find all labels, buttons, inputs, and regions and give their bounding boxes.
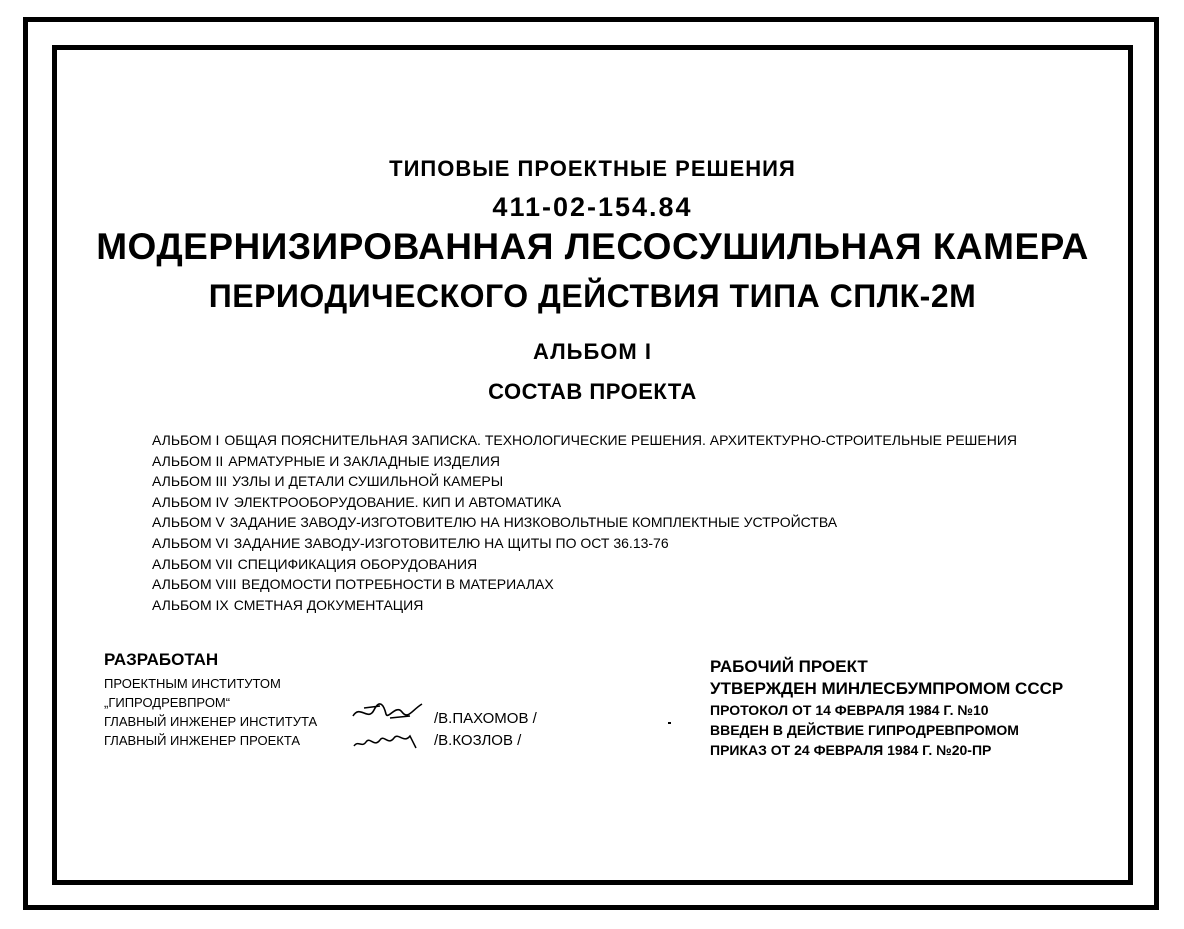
section-heading: СОСТАВ ПРОЕКТА: [488, 379, 697, 404]
signature-2-icon: [352, 726, 422, 752]
chief-engineer-institute-label: ГЛАВНЫЙ ИНЖЕНЕР ИНСТИТУТА: [104, 714, 318, 729]
approval-protocol: ПРОТОКОЛ ОТ 14 ФЕВРАЛЯ 1984 Г. №10: [710, 702, 989, 718]
album-number: АЛЬБОМ V: [152, 514, 225, 531]
developer-block: [104, 650, 317, 750]
main-title-line-1: МОДЕРНИЗИРОВАННАЯ ЛЕСОСУШИЛЬНАЯ КАМЕРА: [96, 226, 1089, 267]
album-description: ВЕДОМОСТИ ПОТРЕБНОСТИ В МАТЕРИАЛАХ: [241, 576, 554, 593]
list-item: [152, 554, 1017, 575]
chief-engineer-project-label: ГЛАВНЫЙ ИНЖЕНЕР ПРОЕКТА: [104, 733, 301, 748]
developer-institute-line: ПРОЕКТНЫМ ИНСТИТУТОМ: [104, 676, 281, 691]
list-item: [152, 471, 1017, 492]
album-number: АЛЬБОМ II: [152, 452, 224, 469]
series-title: ТИПОВЫЕ ПРОЕКТНЫЕ РЕШЕНИЯ: [389, 156, 796, 181]
chief-engineer-project-name: /В.КОЗЛОВ /: [434, 732, 522, 749]
album-heading: АЛЬБОМ I: [533, 339, 652, 364]
album-number: АЛЬБОМ VII: [152, 555, 233, 572]
list-item: [152, 533, 1017, 554]
album-description: АРМАТУРНЫЕ И ЗАКЛАДНЫЕ ИЗДЕЛИЯ: [228, 452, 501, 469]
album-description: ЗАДАНИЕ ЗАВОДУ-ИЗГОТОВИТЕЛЮ НА НИЗКОВОЛЬТНЫЕ КОМПЛЕКТНЫЕ УСТРОЙСТВА: [229, 514, 838, 531]
album-description: ОБЩАЯ ПОЯСНИТЕЛЬНАЯ ЗАПИСКА. ТЕХНОЛОГИЧЕСКИЕ РЕШЕНИЯ. АРХИТЕКТУРНО-СТРОИТЕЛЬНЫЕ РЕШЕНИЯ: [224, 432, 1017, 448]
main-title-line-2: ПЕРИОДИЧЕСКОГО ДЕЙСТВИЯ ТИПА СПЛК-2М: [208, 278, 977, 314]
album-description: ЗАДАНИЕ ЗАВОДУ-ИЗГОТОВИТЕЛЮ НА ЩИТЫ ПО ОСТ 36.13-76: [233, 534, 669, 551]
album-description: УЗЛЫ И ДЕТАЛИ СУШИЛЬНОЙ КАМЕРЫ: [232, 473, 504, 490]
album-description: ЭЛЕКТРООБОРУДОВАНИЕ. КИП И АВТОМАТИКА: [233, 493, 562, 510]
album-number: АЛЬБОМ I: [152, 432, 220, 448]
list-item: [152, 451, 1017, 472]
album-number: АЛЬБОМ III: [152, 473, 228, 490]
ink-speck: [668, 722, 671, 724]
list-item: [152, 574, 1017, 595]
album-description: СПЕЦИФИКАЦИЯ ОБОРУДОВАНИЯ: [237, 555, 478, 572]
signatory-names: [434, 708, 537, 752]
developer-heading: РАЗРАБОТАН: [104, 650, 219, 669]
project-code: 411-02-154.84: [492, 192, 693, 222]
chief-engineer-institute-name: /В.ПАХОМОВ /: [434, 710, 537, 727]
approval-block: [710, 656, 1063, 760]
album-description: СМЕТНАЯ ДОКУМЕНТАЦИЯ: [233, 596, 424, 613]
list-item: [152, 430, 1017, 451]
signature-1-icon: [350, 700, 425, 726]
album-number: АЛЬБОМ IV: [152, 493, 229, 510]
album-number: АЛЬБОМ VI: [152, 534, 229, 551]
album-number: АЛЬБОМ IX: [152, 596, 229, 613]
developer-institute-name: „ГИПРОДРЕВПРОМ“: [104, 695, 231, 710]
list-item: [152, 595, 1017, 616]
album-number: АЛЬБОМ VIII: [152, 576, 237, 593]
approval-order: ПРИКАЗ ОТ 24 ФЕВРАЛЯ 1984 Г. №20-ПР: [710, 742, 992, 758]
approval-project-type: РАБОЧИЙ ПРОЕКТ: [710, 657, 868, 676]
list-item: [152, 492, 1017, 513]
list-item: [152, 512, 1017, 533]
approval-enacted-by: ВВЕДЕН В ДЕЙСТВИЕ ГИПРОДРЕВПРОМОМ: [710, 722, 1019, 738]
contents-list: [152, 430, 1017, 615]
approval-approved-by: УТВЕРЖДЕН МИНЛЕСБУМПРОМОМ СССР: [710, 679, 1064, 698]
